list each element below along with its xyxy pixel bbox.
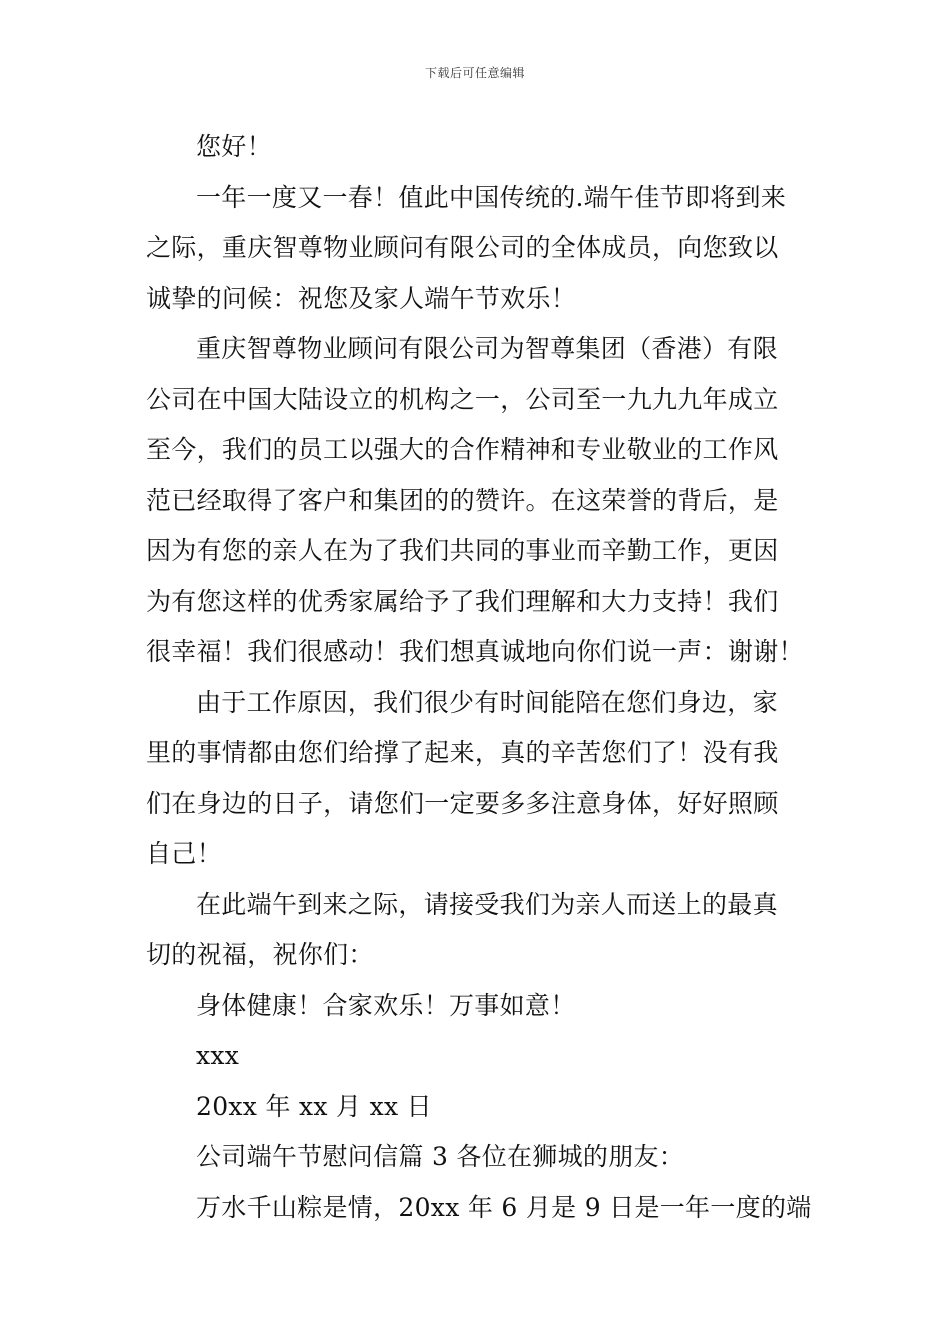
text-line: 们在身边的日子，请您们一定要多多注意身体，好好照顾 — [146, 788, 779, 818]
text-line: 很幸福！我们很感动！我们想真诚地向你们说一声：谢谢！ — [146, 637, 804, 666]
paragraph-date — [146, 1082, 808, 1133]
text-line: 为有您这样的优秀家属给予了我们理解和大力支持！我们 — [146, 586, 779, 616]
text-line: 公司在中国大陆设立的机构之一，公司至一九九九年成立 — [146, 384, 779, 414]
paragraph-blessing-intro — [146, 880, 808, 981]
text-line: 切的祝福，祝你们： — [146, 940, 374, 969]
paragraph-blessing — [146, 981, 808, 1032]
paragraph-signature — [146, 1031, 808, 1082]
paragraph-company-intro — [146, 324, 808, 678]
text-line: 您好！ — [196, 132, 272, 161]
paragraph-letter-3-title — [146, 1132, 808, 1183]
text-line: 范已经取得了客户和集团的的赞许。在这荣誉的背后，是 — [146, 485, 779, 515]
text-line: 一年一度又一春！值此中国传统的.端午佳节即将到来 — [196, 182, 787, 212]
text-line: 之际，重庆智尊物业顾问有限公司的全体成员，向您致以 — [146, 233, 779, 262]
paragraph-festival-wishes — [146, 173, 808, 325]
text-line: 诚挚的问候：祝您及家人端午节欢乐！ — [146, 283, 577, 313]
text-line: 因为有您的亲人在为了我们共同的事业而辛勤工作，更因 — [146, 536, 779, 565]
text-line: xxx — [196, 1041, 240, 1070]
text-line: 里的事情都由您们给撑了起来，真的辛苦您们了！没有我 — [146, 738, 779, 767]
text-line: 至今，我们的员工以强大的合作精神和专业敬业的工作风 — [146, 435, 779, 464]
letter-body — [146, 122, 812, 1233]
text-line: 20xx 年 xx 月 xx 日 — [196, 1091, 432, 1121]
text-line: 自己！ — [146, 839, 222, 868]
paragraph-letter-3-opening — [146, 1183, 812, 1234]
paragraph-greeting — [146, 122, 808, 173]
paragraph-family-thanks — [146, 678, 808, 880]
page-header: 下载后可任意编辑 — [424, 66, 525, 80]
text-line: 由于工作原因，我们很少有时间能陪在您们身边，家 — [196, 687, 778, 717]
text-line: 万水千山粽是情，20xx 年 6 月是 9 日是一年一度的端 — [196, 1192, 812, 1222]
text-line: 在此端午到来之际，请接受我们为亲人而送上的最真 — [196, 889, 778, 919]
text-line: 重庆智尊物业顾问有限公司为智尊集团（香港）有限 — [196, 334, 778, 363]
text-line: 公司端午节慰问信篇 3 各位在狮城的朋友： — [196, 1142, 685, 1171]
text-line: 身体健康！合家欢乐！万事如意！ — [196, 990, 576, 1020]
